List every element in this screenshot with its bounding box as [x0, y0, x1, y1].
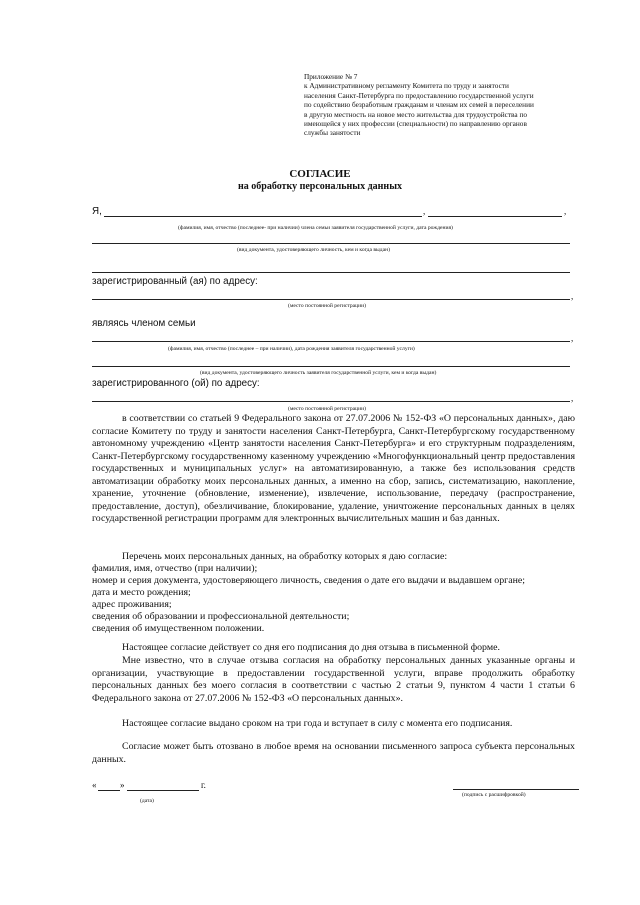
annex-line: службы занятости	[304, 128, 361, 138]
list-item: сведения об образовании и профессиональной деятельности;	[92, 611, 350, 622]
list-intro: Перечень моих персональных данных, на обработку которых я даю согласие:	[122, 551, 448, 562]
comma-mark: ,	[571, 291, 574, 301]
address-line-2[interactable]	[92, 401, 570, 402]
annex-line: Приложение № 7	[304, 72, 358, 81]
ya-label: Я,	[92, 206, 102, 217]
consent-paragraph: в соответствии со статьей 9 Федерального закона от 27.07.2006 № 152-ФЗ «О персональных данных», даю согласие Комитету по труду и занятости населения Санкт-Петербурга, Санкт-Петербургскому государственному автономному учреждению «Центр занятости населения Санкт-Петербурга» и его структурным подразделениям, Санкт-Петербургскому государственному казенному учреждению «Многофункциональный центр предоставления государственных и муниципальных услуг» на автоматизированную, а также без использования средств автоматизации обработку моих персональных данных, а именно на сбор, запись, систематизацию, накопление, хранение, уточнение (обновление, изменение), извлечение, использование, передачу (распространение, предоставление, доступ), обезличивание, блокирование, удаление, уничтожение персональных данных в целях государственной регистрации программ для электронных вычислительных машин и баз данных.	[92, 413, 575, 524]
document-title: СОГЛАСИЕ	[289, 168, 351, 180]
date-quote-close: »	[120, 780, 125, 790]
member-document-line[interactable]	[92, 243, 570, 244]
annex-line: имеющейся у них профессии (специальности) по направлению органов	[304, 119, 527, 129]
list-item: дата и место рождения;	[92, 587, 191, 598]
comma-mark: ,	[423, 206, 426, 216]
list-item: адрес проживания;	[92, 599, 172, 610]
registered-label-2: зарегистрированного (ой) по адресу:	[92, 378, 260, 389]
comma-mark: ,	[564, 206, 567, 216]
caption-applicant-fio: (фамилия, имя, отчество (последнее – при наличии), дата рождения заявителя государственной услуги)	[168, 346, 415, 352]
signature-line[interactable]	[453, 789, 579, 790]
annex-line: по содействию безработным гражданам и членам их семей в переселении	[304, 100, 534, 110]
caption-date: (дата)	[140, 798, 154, 804]
member-name-line[interactable]	[104, 216, 422, 217]
caption-address-1: (место постоянной регистрации)	[288, 303, 366, 309]
annex-line: населения Санкт-Петербурга по предоставлению государственной услуги	[304, 90, 534, 100]
withdrawal-effect-paragraph: Мне известно, что в случае отзыва согласия на обработку персональных данных указанные органы и организации, участвующие в предоставлении государственной услуги, вправе продолжить обработку персональных данных без моего согласия в соответствии с частью 2 статьи 9, пунктом 4 части 1 статьи 6 Федерального закона от 27.07.2006 № 152-ФЗ «О персональных данных».	[92, 655, 575, 704]
applicant-name-line[interactable]	[92, 341, 570, 342]
caption-address-2: (место постоянной регистрации)	[288, 406, 366, 412]
list-item: номер и серия документа, удостоверяющего личность, сведения о дате его выдачи и выдавшем органе;	[92, 575, 526, 586]
validity-paragraph: Настоящее согласие действует со дня его подписания до дня отзыва в письменной форме.	[122, 642, 500, 653]
annex-line: в другую местность на новое место жительства для трудоустройства по	[304, 109, 528, 119]
comma-mark: ,	[571, 393, 574, 403]
caption-member-fio: (фамилия, имя, отчество (последнее- при наличии) члена семьи заявителя государственной услуги, дата рождения)	[178, 225, 453, 231]
caption-signature: (подпись с расшифровкой)	[462, 792, 526, 798]
member-birthdate-line[interactable]	[428, 216, 562, 217]
annex-line: к Административному регламенту Комитета по труду и занятости	[304, 81, 509, 91]
address-line-1[interactable]	[92, 299, 570, 300]
comma-mark: ,	[571, 333, 574, 343]
applicant-document-line[interactable]	[92, 366, 570, 367]
date-quote-open: «	[92, 780, 97, 790]
annex-header	[304, 72, 594, 138]
list-item: фамилия, имя, отчество (при наличии);	[92, 563, 258, 574]
member-document-line-2[interactable]	[92, 272, 570, 273]
list-item: сведения об имущественном положении.	[92, 623, 265, 634]
date-month-year-line[interactable]	[127, 790, 199, 791]
document-subtitle: на обработку персональных данных	[238, 181, 402, 192]
family-member-label: являясь членом семьи	[92, 318, 196, 329]
term-paragraph: Настоящее согласие выдано сроком на три года и вступает в силу с момента его подписания.	[122, 718, 513, 729]
revocation-paragraph: Согласие может быть отозвано в любое время на основании письменного запроса субъекта персональных данных.	[92, 741, 575, 765]
caption-document-2: (вид документа, удостоверяющего личность заявителя государственной услуги, кем и когда выдан)	[200, 370, 437, 376]
caption-document-1: (вид документа, удостоверяющего личность, кем и когда выдан)	[237, 247, 390, 253]
date-day-line[interactable]	[98, 790, 120, 791]
date-year-suffix: г.	[201, 780, 206, 790]
registered-label-1: зарегистрированный (ая) по адресу:	[92, 276, 258, 287]
